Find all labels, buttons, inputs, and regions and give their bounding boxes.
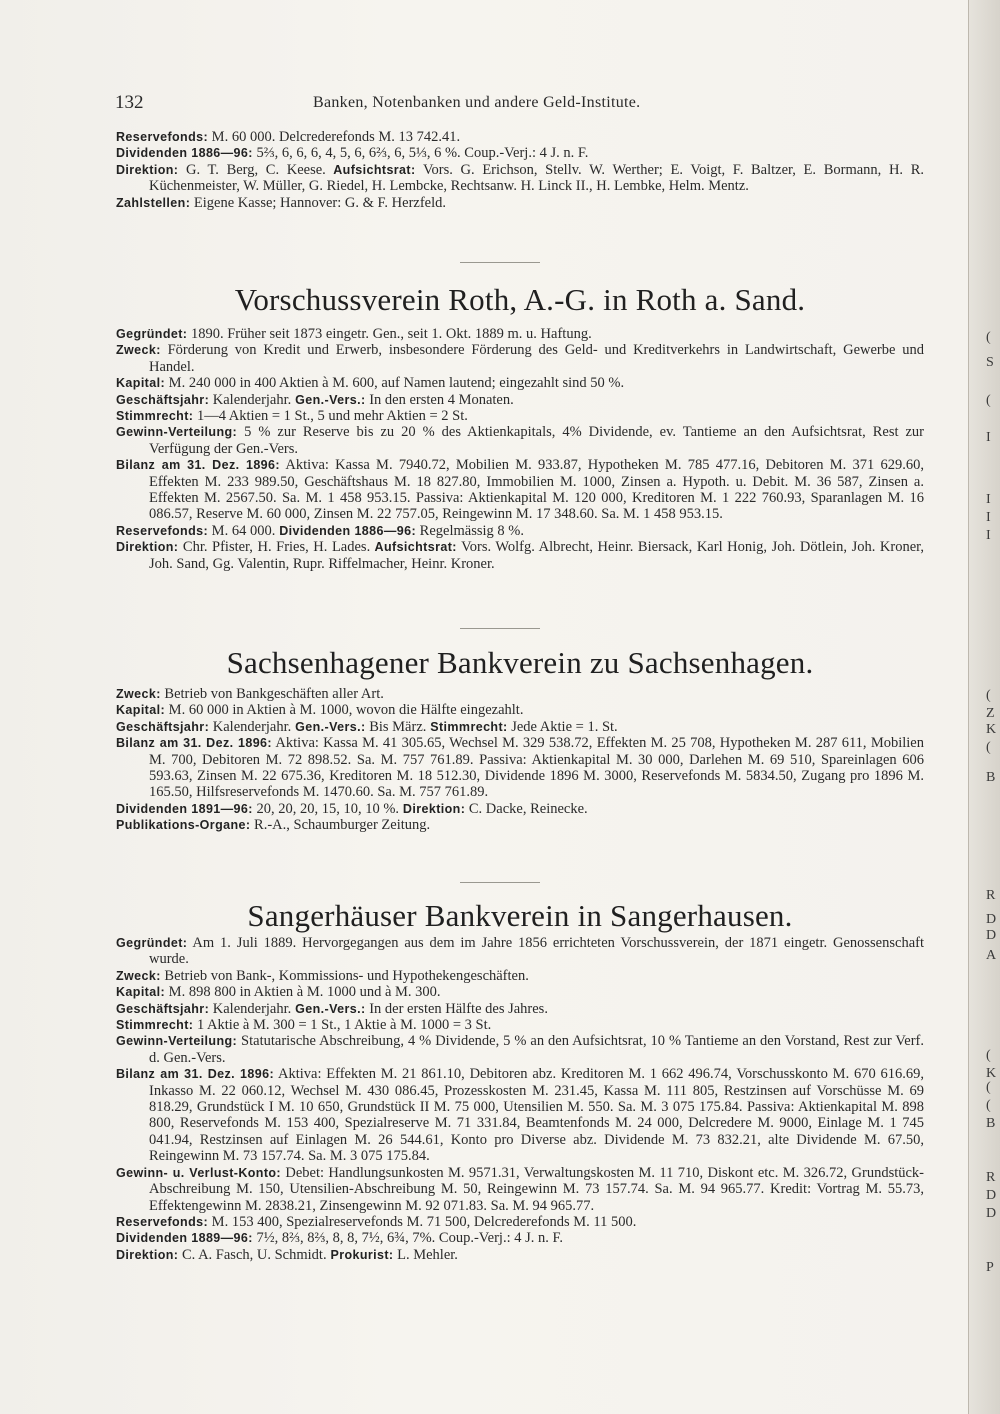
entry-label: Aufsichtsrat: — [370, 540, 457, 555]
entry-label: Reservefonds: — [116, 130, 209, 144]
entry-label: Stimmrecht: — [116, 409, 194, 424]
entry-text: 20, 20, 20, 15, 10, 10 %. — [252, 800, 400, 817]
entry-text: M. 898 800 in Aktien à M. 1000 und à M. 300. — [165, 984, 441, 1001]
section-title-sachsenhagen: Sachsenhagener Bankverein zu Sachsenhagen. — [226, 645, 814, 680]
entry-text: 5 % zur Reserve bis zu 20 % des Aktienkapitals, 4% Dividende, ev. Tantieme an den Aufsichtsrat, Rest zur Verfügung der Gen.-Vers. — [149, 424, 924, 457]
margin-glyph: K — [986, 1066, 997, 1081]
entry — [116, 145, 924, 161]
entry-label: Dividenden 1889—96: — [116, 1231, 253, 1246]
margin-glyph: K — [986, 722, 997, 737]
entry — [116, 342, 924, 375]
entry-label: Prokurist: — [326, 1247, 394, 1262]
entry — [116, 162, 924, 195]
entry-text: Aktiva: Kassa M. 7940.72, Mobilien M. 933.87, Hypotheken M. 785 477.16, Debitoren M. 371 629.60, Effekten M. 233 989.50, Geschäftshaus M. 18 827.80, Immobilien M. 1000, Zinsen a. Hypoth. u. Debit. M. 36 587, Zinsen a. Effekten M. 2567.50. Sa. M. 1 458 953.15. Passiva: Aktienkapital M. 120 000, Kreditoren M. 1 222 760.93, Sparanlagen M. 16 086.57, Reserve M. 60 000, Zinsen M. 22 757.05, Reingewinn M. 17 348.60. Sa. M. 1 458 953.15. — [149, 457, 924, 523]
entry — [116, 817, 924, 833]
entry-text: Statutarische Abschreibung, 4 % Dividende, 5 % an den Aufsichtsrat, 10 % Tantieme an den Vorstand, Rest zur Verf. d. Gen.-Vers. — [149, 1033, 924, 1066]
entry-label: Gewinn- u. Verlust-Konto: — [116, 1165, 281, 1180]
entry-label: Kapital: — [116, 985, 166, 1000]
entry-label: Gewinn-Verteilung: — [116, 1034, 238, 1049]
margin-glyph: ( — [986, 330, 991, 345]
entry-text: 1 Aktie à M. 300 = 1 St., 1 Aktie à M. 1000 = 3 St. — [193, 1017, 492, 1034]
entry — [116, 457, 924, 523]
entry-text: Aktiva: Effekten M. 21 861.10, Debitoren abz. Kreditoren M. 1 662 496.74, Vorschusskonto M. 670 616.69, Inkasso M. 22 060.12, Wechsel M. 430 086.45, Prozesskosten M. 231.45, Kassa M. 111 805, Restzinsen auf Vorschüsse M. 69 818.29, Grundstück I M. 10 650, Grundstück II M. 75 000, Utensilien M. 550. Sa. M. 3 075 175.84. Passiva: Aktienkapital M. 898 800, Reservefonds M. 153 400, Spezialreserve M. 71 331.84, Beamtenfonds M. 24 000, Delcredere M. 9000, Einlage M. 1 745 041.94, Restzinsen auf Einlagen M. 26 544.61, Konto pro Diverse abz. Dividende M. 73 832.21, alte Dividende M. 67.50, Reingewinn M. 73 157.74. Sa. M. 3 075 175.84. — [149, 1066, 925, 1165]
entry-label: Dividenden 1891—96: — [116, 801, 253, 816]
entry-label: Direktion: — [399, 801, 466, 816]
entry-text: Betrieb von Bankgeschäften aller Art. — [160, 686, 384, 702]
entry-label: Gegründet: — [116, 936, 188, 950]
entry — [116, 935, 924, 968]
section-divider — [460, 882, 540, 883]
entry-text: Eigene Kasse; Hannover: G. & F. Herzfeld. — [190, 194, 446, 211]
entry — [116, 539, 924, 572]
entry — [116, 1017, 924, 1033]
margin-glyph: ( — [986, 1080, 991, 1095]
entry-label: Geschäftsjahr: — [116, 719, 210, 734]
running-head: Banken, Notenbanken und andere Geld-Institute. — [313, 94, 641, 111]
margin-glyph: I — [986, 492, 991, 507]
section-title-sangerhausen: Sangerhäuser Bankverein in Sangerhausen. — [247, 898, 793, 933]
entry-text: Förderung von Kredit und Erwerb, insbesondere Förderung des Geld- und Kreditverkehrs in Landwirtschaft, Gewerbe und Handel. — [149, 342, 924, 375]
entry-text: M. 240 000 in 400 Aktien à M. 600, auf Namen lautend; eingezahlt sind 50 %. — [165, 375, 625, 392]
entry — [116, 326, 924, 342]
entry-text: G. T. Berg, C. Keese. — [178, 161, 326, 178]
entry-text: Vors. Wolfg. Albrecht, Heinr. Biersack, Karl Honig, Joh. Dötlein, Joh. Kroner, Joh. Sand, Gg. Valentin, Rupr. Riffelmacher, Heinr. Kroner. — [149, 539, 924, 572]
entry-label: Dividenden 1886—96: — [116, 146, 253, 161]
section-sangerhausen — [116, 935, 924, 1263]
margin-glyph: B — [986, 770, 996, 785]
entry-label: Direktion: — [116, 1247, 179, 1262]
entry-label: Stimmrecht: — [426, 719, 508, 734]
section-divider — [460, 262, 540, 263]
margin-glyph: ( — [986, 740, 991, 755]
entry — [116, 408, 924, 424]
entry-label: Direktion: — [116, 540, 179, 555]
entry-label: Zahlstellen: — [116, 195, 191, 210]
margin-glyph: Z — [986, 706, 995, 721]
entry-label: Stimmrecht: — [116, 1018, 194, 1033]
margin-glyph: R — [986, 888, 996, 903]
margin-glyph: I — [986, 430, 991, 445]
margin-glyph: ( — [986, 688, 991, 703]
entry-label: Gen.-Vers.: — [291, 1001, 366, 1016]
margin-glyph: D — [986, 1206, 997, 1221]
margin-glyph: ( — [986, 393, 991, 408]
entry-label: Dividenden 1886—96: — [275, 523, 417, 538]
entry — [116, 1001, 924, 1017]
margin-glyph: ( — [986, 1098, 991, 1113]
entry — [116, 392, 924, 408]
entry — [116, 801, 924, 817]
entry-label: Gen.-Vers.: — [291, 719, 366, 734]
entry-label: Kapital: — [116, 703, 166, 718]
page-number: 132 — [115, 92, 144, 113]
margin-glyph: A — [986, 948, 997, 963]
entry-text: M. 64 000. — [208, 522, 276, 539]
margin-glyph: I — [986, 528, 991, 543]
entry-text: C. Dacke, Reinecke. — [465, 800, 588, 817]
entry-label: Gewinn-Verteilung: — [116, 425, 238, 440]
entry-text: Debet: Handlungsunkosten M. 9571.31, Verwaltungskosten M. 11 710, Diskont etc. M. 326.72, Grundstück-Abschreibung M. 150, Utensilien-Abschreibung M. 50, Reingewinn M. 73 157.74. Sa. M. 94 965.77. Kredit: Vortrag M. 55.73, Effektengewinn M. 2838.21, Zinsengewinn M. 92 071.83. Sa. M. 94 965.77. — [149, 1164, 925, 1214]
margin-glyph: S — [986, 355, 994, 370]
entry-text: 7½, 8⅔, 8⅔, 8, 8, 7½, 6¾, 7%. Coup.-Verj.: 4 J. n. F. — [252, 1230, 564, 1247]
margin-glyph: R — [986, 1170, 996, 1185]
entry-text: Bis März. — [365, 718, 427, 735]
entry — [116, 129, 924, 145]
section-sachsenhagen — [116, 686, 924, 834]
entry-label: Bilanz am 31. Dez. 1896: — [116, 458, 280, 473]
entry-label: Zweck: — [116, 968, 161, 983]
entry-text: 1—4 Aktien = 1 St., 5 und mehr Aktien = 2 St. — [193, 408, 468, 425]
entry-label: Geschäftsjahr: — [116, 392, 210, 407]
margin-glyph: B — [986, 1116, 996, 1131]
entry — [116, 686, 924, 702]
entry-label: Bilanz am 31. Dez. 1896: — [116, 736, 272, 751]
entry — [116, 523, 924, 539]
entry-label: Zweck: — [116, 687, 161, 701]
entry — [116, 719, 924, 735]
entry-text: Aktiva: Kassa M. 41 305.65, Wechsel M. 329 538.72, Effekten M. 25 708, Hypotheken M. 287 611, Mobilien M. 700, Debitoren M. 72 898.52. Sa. M. 757 761.89. Passiva: Aktienkapital M. 30 000, Darlehen M. 69 510, Spareinlagen 606 593.63, Zinsen M. 22 675.36, Kreditoren M. 18 512.30, Dividende 1896 M. 3000, Reservefonds M. 5834.50, Zugang pro 1896 M. 165.50, Hilfsreservefonds M. 1470.60. Sa. M. 757 761.89. — [149, 735, 924, 801]
entry-label: Zweck: — [116, 343, 161, 358]
entry-text: Betrieb von Bank-, Kommissions- und Hypothekengeschäften. — [160, 967, 529, 984]
margin-glyph: D — [986, 912, 997, 927]
entry-text: Kalenderjahr. — [209, 391, 292, 408]
margin-glyph: D — [986, 928, 997, 943]
entry-text: M. 153 400, Spezialreservefonds M. 71 500, Delcrederefonds M. 11 500. — [208, 1213, 637, 1230]
margin-glyph: ( — [986, 1048, 991, 1063]
entry-text: R.-A., Schaumburger Zeitung. — [250, 817, 431, 834]
section-preceding-bank — [116, 129, 924, 211]
entry — [116, 1033, 924, 1066]
entry-text: Am 1. Juli 1889. Hervorgegangen aus dem im Jahre 1856 errichteten Vorschussverein, der 1871 eingetr. Genossenschaft wurde. — [149, 935, 924, 968]
entry-text: M. 60 000 in Aktien à M. 1000, wovon die Hälfte eingezahlt. — [165, 702, 524, 719]
margin-glyph: I — [986, 510, 991, 525]
entry — [116, 735, 924, 801]
entry-text: Regelmässig 8 %. — [416, 522, 524, 539]
entry-label: Gen.-Vers.: — [291, 392, 366, 407]
section-roth — [116, 326, 924, 572]
entry-label: Publikations-Organe: — [116, 818, 251, 833]
entry — [116, 1247, 924, 1263]
margin-glyph: D — [986, 1188, 997, 1203]
entry — [116, 984, 924, 1000]
entry-text: Chr. Pfister, H. Fries, H. Lades. — [178, 539, 371, 556]
entry-text: Jede Aktie = 1. St. — [507, 718, 618, 735]
section-divider — [460, 628, 540, 629]
entry-text: Kalenderjahr. — [209, 1000, 292, 1017]
entry — [116, 968, 924, 984]
entry-text: In der ersten Hälfte des Jahres. — [365, 1000, 548, 1017]
entry-label: Kapital: — [116, 376, 166, 391]
entry-text: 5⅔, 6, 6, 6, 4, 5, 6, 6⅔, 6, 5⅓, 6 %. Coup.-Verj.: 4 J. n. F. — [252, 145, 589, 162]
entry-label: Gegründet: — [116, 327, 188, 341]
entry-text: M. 60 000. Delcrederefonds M. 13 742.41. — [208, 129, 461, 145]
entry-text: Vors. G. Erichson, Stellv. W. Werther; E. Voigt, F. Baltzer, E. Bormann, H. R. Küchenmeister, W. Müller, G. Riedel, H. Lembcke, Rechtsanw. H. Linck II., H. Lembke, Helm. Mentz. — [149, 161, 925, 195]
entry — [116, 375, 924, 391]
entry — [116, 1066, 924, 1164]
entry-text: 1890. Früher seit 1873 eingetr. Gen., seit 1. Okt. 1889 m. u. Haftung. — [187, 326, 592, 342]
entry-text: In den ersten 4 Monaten. — [365, 391, 514, 408]
entry-label: Aufsichtsrat: — [325, 162, 416, 177]
entry-text: L. Mehler. — [393, 1246, 458, 1263]
entry — [116, 195, 924, 211]
entry-label: Reservefonds: — [116, 523, 209, 538]
entry-text: C. A. Fasch, U. Schmidt. — [178, 1246, 327, 1263]
margin-glyph: P — [986, 1260, 994, 1275]
entry-label: Reservefonds: — [116, 1214, 209, 1229]
entry-text: Kalenderjahr. — [209, 718, 292, 735]
section-title-roth: Vorschussverein Roth, A.-G. in Roth a. Sand. — [234, 282, 806, 317]
entry — [116, 424, 924, 457]
entry — [116, 1165, 924, 1214]
entry — [116, 1230, 924, 1246]
entry — [116, 702, 924, 718]
entry-label: Geschäftsjahr: — [116, 1001, 210, 1016]
entry-label: Bilanz am 31. Dez. 1896: — [116, 1067, 275, 1082]
entry — [116, 1214, 924, 1230]
entry-label: Direktion: — [116, 162, 179, 177]
